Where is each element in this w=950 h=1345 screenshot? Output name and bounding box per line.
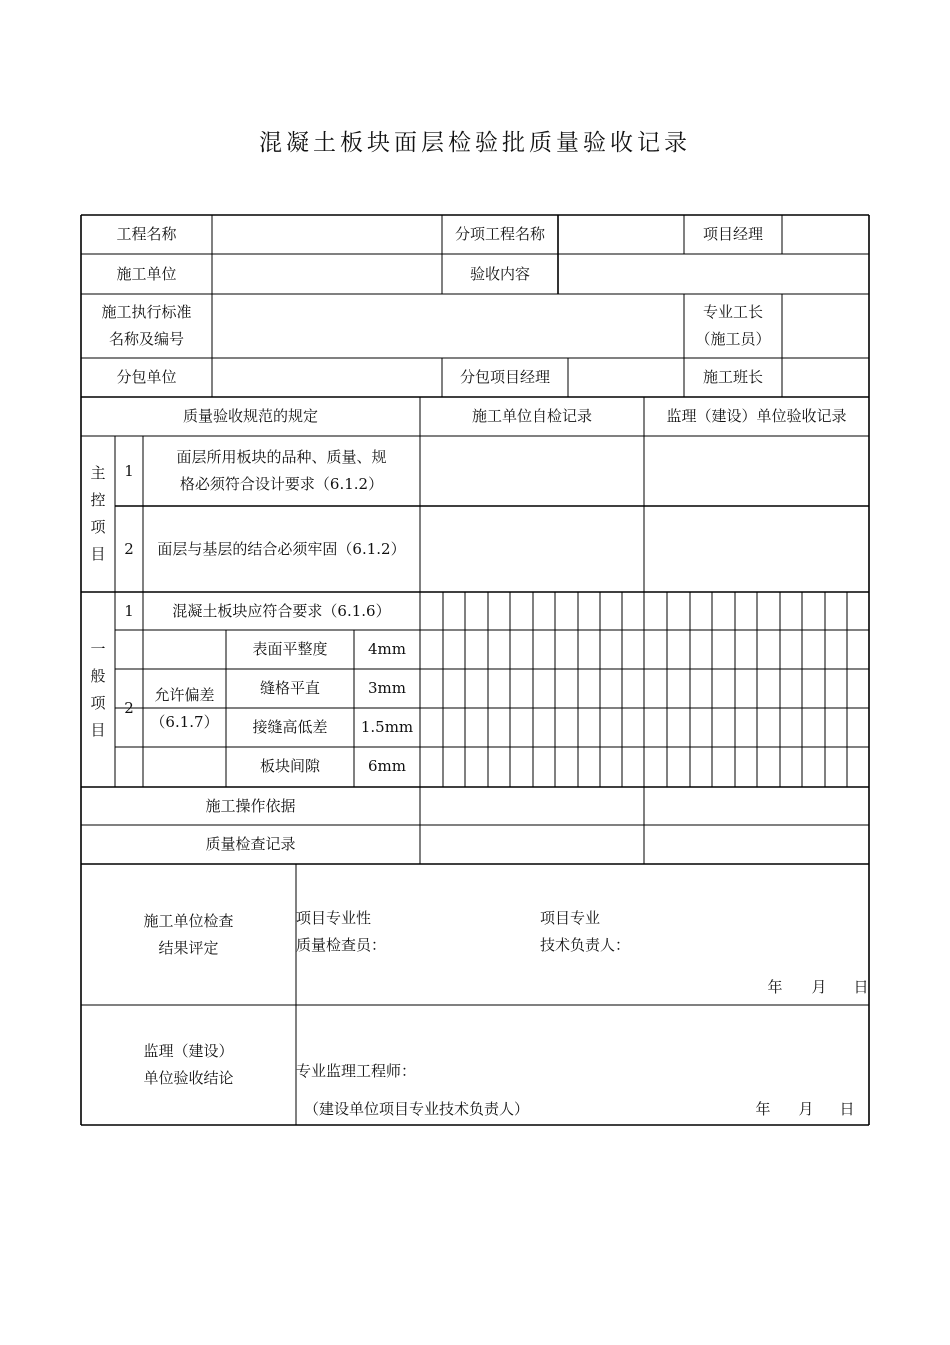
owner-rep-label bbox=[304, 1096, 604, 1122]
general-item1-no bbox=[115, 592, 143, 630]
tolerance-value-text: 3mm bbox=[368, 679, 406, 697]
inspector-label-text-1: 项目专业性 bbox=[296, 909, 372, 927]
construction-day bbox=[846, 974, 876, 1000]
tolerance-name bbox=[226, 630, 354, 669]
project-name-label-text: 工程名称 bbox=[116, 225, 177, 243]
col-spec-text: 质量验收规范的规定 bbox=[182, 407, 318, 425]
basis-label-text: 施工操作依据 bbox=[205, 796, 296, 815]
col-self-check bbox=[420, 397, 644, 436]
supervision-eval-label-text-1: 监理（建设） bbox=[143, 1042, 234, 1060]
main-control-label-char: 项 bbox=[90, 518, 106, 536]
engineer-label bbox=[296, 1058, 496, 1084]
main-item2-no bbox=[115, 506, 143, 592]
subitem-project-label-text: 分项工程名称 bbox=[454, 225, 545, 243]
supervision-eval-label bbox=[81, 1005, 296, 1125]
general-label-char: 一 bbox=[90, 639, 106, 658]
tolerance-value bbox=[354, 669, 420, 708]
general-label-char: 项 bbox=[90, 693, 106, 712]
supervision-eval-label-text-2: 单位验收结论 bbox=[143, 1069, 234, 1087]
general-item1-no-text: 1 bbox=[124, 601, 134, 620]
construction-eval-label bbox=[81, 864, 296, 1005]
general-label-char: 目 bbox=[90, 720, 106, 739]
standard-label-text-2: 名称及编号 bbox=[108, 330, 184, 348]
construction-unit-label bbox=[81, 254, 212, 294]
main-item1-no bbox=[115, 436, 143, 506]
engineer-label-text: 专业监理工程师： bbox=[296, 1061, 417, 1080]
main-item1-text-text-2: 格必须符合设计要求（6.1.2） bbox=[179, 475, 384, 493]
tolerance-name-text: 缝格平直 bbox=[259, 679, 320, 697]
construction-eval-label-text-1: 施工单位检查 bbox=[143, 911, 234, 930]
subcontractor-label bbox=[81, 358, 212, 397]
tolerance-value-text: 4mm bbox=[368, 640, 406, 658]
general-label bbox=[81, 592, 115, 787]
supervision-year-text: 年 bbox=[755, 1099, 771, 1118]
foreman-label-text-1: 专业工长 bbox=[702, 303, 763, 321]
main-item1-no-text: 1 bbox=[124, 461, 134, 480]
construction-day-text: 日 bbox=[853, 977, 869, 996]
main-item2-no-text: 2 bbox=[124, 539, 134, 558]
construction-year bbox=[760, 974, 790, 1000]
main-item1-text-text-1: 面层所用板块的品种、质量、规 bbox=[176, 448, 387, 466]
subcontractor-label-text: 分包单位 bbox=[116, 368, 177, 386]
tolerance-name bbox=[226, 747, 354, 786]
construction-eval-label-text-2: 结果评定 bbox=[158, 938, 219, 957]
team-leader-label-text: 施工班长 bbox=[702, 368, 763, 386]
general-item2-no-text: 2 bbox=[124, 699, 134, 717]
acceptance-content-label bbox=[442, 254, 558, 294]
sub-pm-label bbox=[442, 358, 568, 397]
page-title: 混凝土板块面层检验批质量验收记录 bbox=[259, 130, 691, 156]
construction-unit-label-text: 施工单位 bbox=[116, 264, 177, 283]
tolerance-label bbox=[143, 630, 226, 787]
acceptance-content-label-text: 验收内容 bbox=[469, 264, 530, 283]
inspector-label bbox=[296, 905, 496, 965]
project-name-label bbox=[81, 215, 212, 254]
tolerance-name-text: 表面平整度 bbox=[252, 640, 328, 658]
tolerance-name bbox=[226, 669, 354, 708]
inspector-label-text-2: 质量检查员： bbox=[296, 936, 387, 954]
tolerance-name bbox=[226, 708, 354, 747]
tech-lead-label-text-2: 技术负责人： bbox=[540, 936, 631, 954]
quality-record-label-text: 质量检查记录 bbox=[205, 835, 296, 853]
foreman-label-text-2: （施工员） bbox=[695, 330, 771, 348]
main-item2-text-text: 面层与基层的结合必须牢固（6.1.2） bbox=[157, 539, 406, 558]
standard-label-text-1: 施工执行标准 bbox=[101, 303, 192, 321]
project-manager-label-text: 项目经理 bbox=[702, 225, 763, 243]
tolerance-value bbox=[354, 630, 420, 669]
construction-year-text: 年 bbox=[767, 977, 783, 996]
tolerance-label-text-1: 允许偏差 bbox=[154, 685, 215, 704]
project-manager-label bbox=[684, 215, 782, 254]
col-spec bbox=[81, 397, 420, 436]
tech-lead-label bbox=[540, 905, 740, 965]
tolerance-value-text: 6mm bbox=[368, 757, 406, 775]
tolerance-value-text: 1.5mm bbox=[360, 718, 414, 736]
construction-month bbox=[804, 974, 834, 1000]
tolerance-name-text: 板块间隙 bbox=[259, 757, 320, 775]
supervision-day-text: 日 bbox=[839, 1099, 855, 1118]
standard-label bbox=[81, 294, 212, 358]
general-item2-no bbox=[115, 630, 143, 787]
supervision-day bbox=[832, 1096, 862, 1122]
foreman-label bbox=[684, 294, 782, 358]
tech-lead-label-text-1: 项目专业 bbox=[540, 909, 601, 927]
supervision-year bbox=[748, 1096, 778, 1122]
quality-record-label bbox=[81, 825, 420, 864]
sub-pm-label-text: 分包项目经理 bbox=[459, 368, 550, 386]
team-leader-label bbox=[684, 358, 782, 397]
tolerance-value bbox=[354, 747, 420, 786]
construction-month-text: 月 bbox=[811, 977, 827, 996]
basis-label bbox=[81, 787, 420, 825]
tolerance-label-text-2: （6.1.7） bbox=[150, 712, 219, 731]
tolerance-name-text: 接缝高低差 bbox=[252, 718, 328, 736]
general-item1-text bbox=[143, 592, 420, 630]
owner-rep-label-text: （建设单位项目专业技术负责人） bbox=[304, 1099, 530, 1118]
supervision-month bbox=[791, 1096, 821, 1122]
main-item1-text bbox=[143, 436, 420, 506]
general-label-char: 般 bbox=[90, 666, 106, 685]
main-control-label-char: 目 bbox=[90, 545, 106, 563]
tolerance-value bbox=[354, 708, 420, 747]
main-control-label bbox=[81, 436, 115, 592]
main-control-label-char: 控 bbox=[90, 491, 106, 509]
supervision-month-text: 月 bbox=[798, 1099, 814, 1118]
col-self-check-text: 施工单位自检记录 bbox=[471, 407, 592, 425]
general-item1-text-text: 混凝土板块应符合要求（6.1.6） bbox=[172, 601, 391, 620]
main-item2-text bbox=[143, 506, 420, 592]
col-supervision bbox=[644, 397, 869, 436]
main-control-label-char: 主 bbox=[90, 464, 106, 482]
col-supervision-text: 监理（建设）单位验收记录 bbox=[666, 407, 847, 425]
subitem-project-label bbox=[442, 215, 558, 254]
